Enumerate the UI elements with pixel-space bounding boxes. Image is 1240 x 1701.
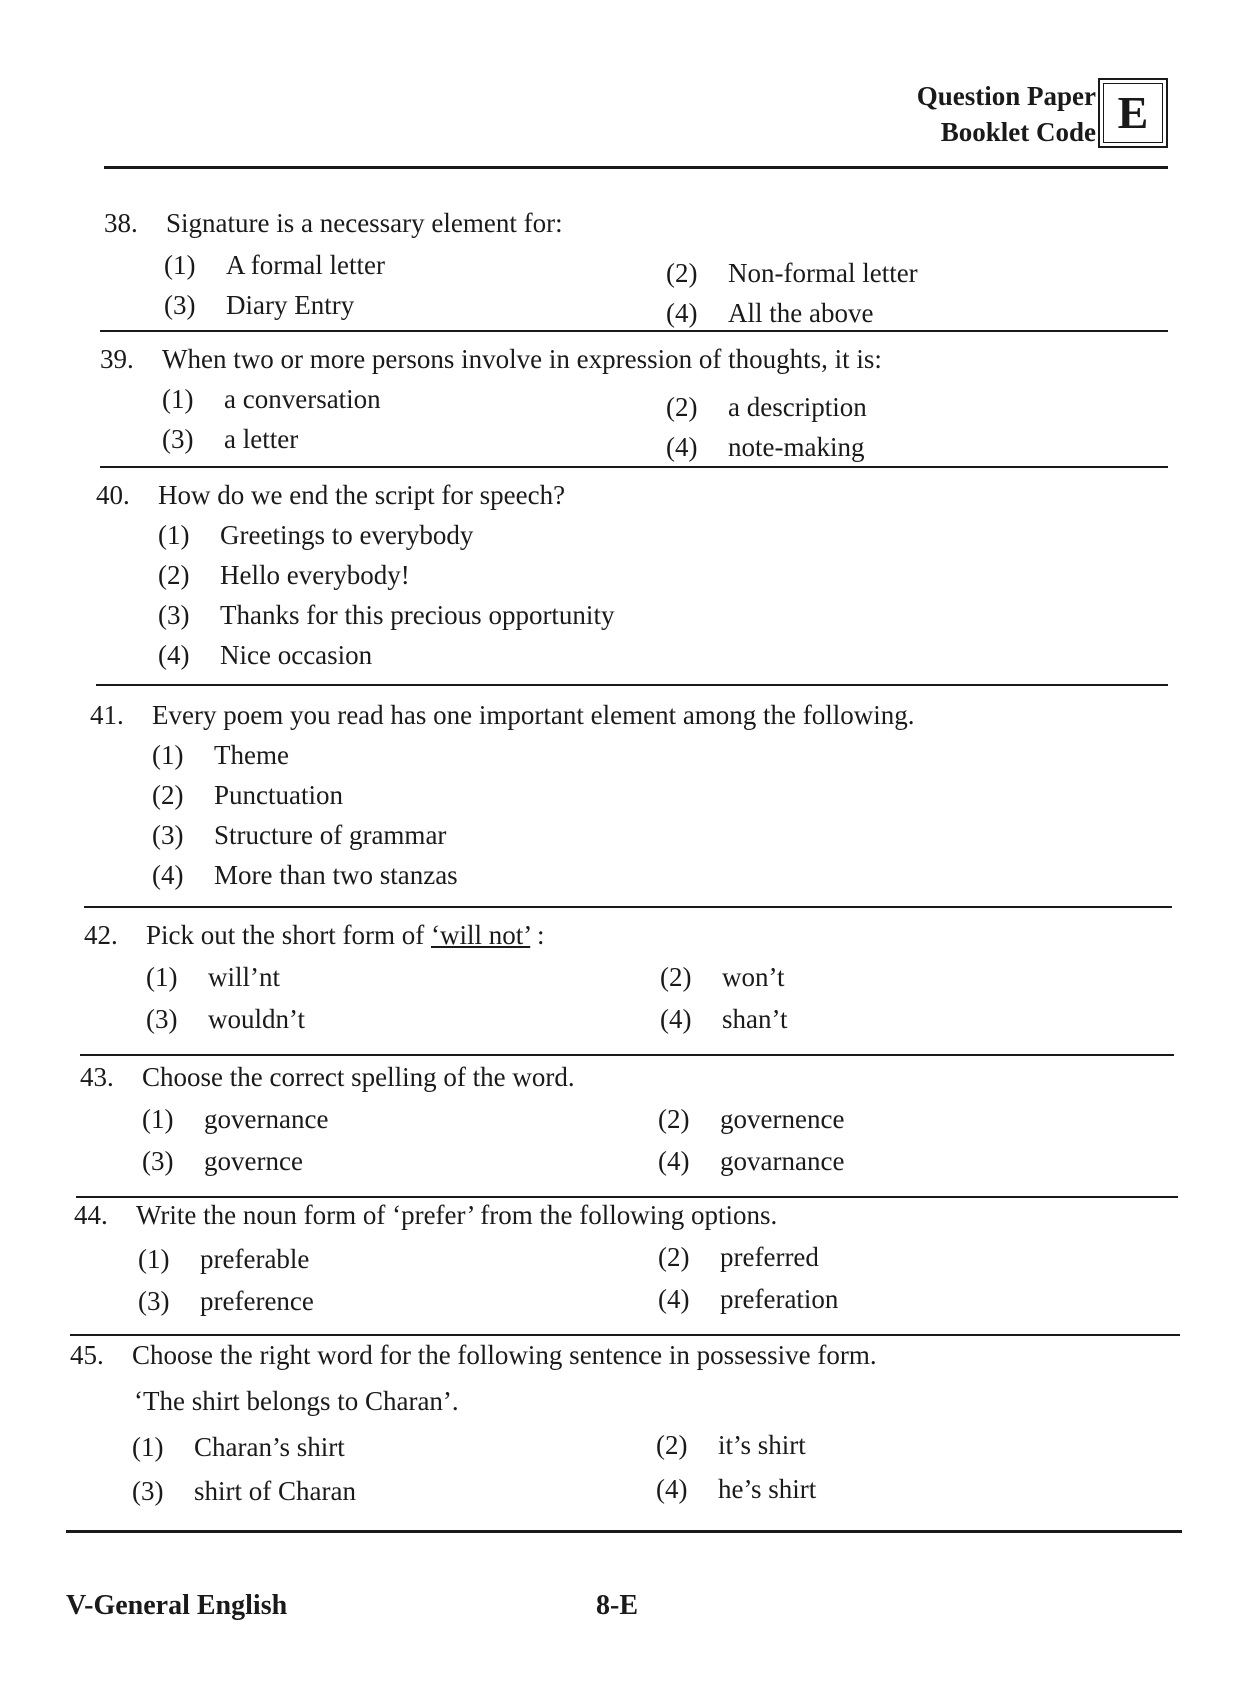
option-text: wouldn’t <box>208 1004 306 1034</box>
option-text: All the above <box>728 298 874 328</box>
question-text: Choose the right word for the following sentence in possessive form. <box>132 1340 877 1370</box>
option-number: (4) <box>152 860 184 890</box>
option-text: shan’t <box>722 1004 788 1034</box>
option-2 <box>666 254 918 292</box>
question-number: 38. <box>104 208 138 238</box>
question-45 <box>70 1336 1130 1516</box>
option-number: (1) <box>138 1244 170 1274</box>
option-1 <box>162 380 381 418</box>
question-text: Every poem you read has one important element among the following. <box>152 700 915 730</box>
option-3 <box>142 1142 303 1180</box>
option-number: (3) <box>138 1286 170 1316</box>
booklet-code-box: E <box>1098 78 1168 148</box>
option-number: (1) <box>132 1432 164 1462</box>
option-3 <box>152 816 446 854</box>
option-text: it’s shirt <box>718 1430 806 1460</box>
option-text: won’t <box>722 962 785 992</box>
option-number: (2) <box>158 560 190 590</box>
question-text: Write the noun form of ‘prefer’ from the following options. <box>136 1200 778 1230</box>
question-divider <box>96 684 1168 686</box>
option-number: (2) <box>658 1104 690 1134</box>
option-number: (3) <box>132 1476 164 1506</box>
question-number: 39. <box>100 344 134 374</box>
question-text: Choose the correct spelling of the word. <box>142 1062 575 1092</box>
option-text: More than two stanzas <box>214 860 458 890</box>
option-2 <box>660 958 785 996</box>
option-text: a description <box>728 392 867 422</box>
option-number: (3) <box>164 290 196 320</box>
option-text: Greetings to everybody <box>220 520 474 550</box>
option-text: Nice occasion <box>220 640 373 670</box>
option-number: (4) <box>660 1004 692 1034</box>
option-number: (4) <box>666 432 698 462</box>
option-text: preference <box>200 1286 314 1316</box>
question-text-underlined: ‘will not’ <box>430 920 531 950</box>
question-text <box>146 916 544 954</box>
question-text: How do we end the script for speech? <box>158 480 566 510</box>
question-divider <box>100 330 1168 332</box>
option-text: preferred <box>720 1242 819 1272</box>
option-number: (3) <box>158 600 190 630</box>
option-3 <box>132 1472 356 1510</box>
option-number: (2) <box>152 780 184 810</box>
option-number: (1) <box>162 384 194 414</box>
option-number: (1) <box>146 962 178 992</box>
option-4 <box>666 294 873 332</box>
option-number: (3) <box>146 1004 178 1034</box>
option-number: (2) <box>656 1430 688 1460</box>
option-text: governance <box>204 1104 329 1134</box>
question-subtext: ‘The shirt belongs to Charan’. <box>134 1386 459 1416</box>
option-text: A formal letter <box>226 250 385 280</box>
option-number: (3) <box>152 820 184 850</box>
option-number: (4) <box>158 640 190 670</box>
option-4 <box>158 636 372 674</box>
option-text: Punctuation <box>214 780 343 810</box>
option-text: a conversation <box>224 384 381 414</box>
option-2 <box>658 1238 819 1276</box>
question-38 <box>104 204 1164 334</box>
option-text: governence <box>720 1104 845 1134</box>
option-text: will’nt <box>208 962 280 992</box>
option-text: Diary Entry <box>226 290 355 320</box>
question-number: 42. <box>84 920 118 950</box>
option-3 <box>138 1282 314 1320</box>
option-text: Hello everybody! <box>220 560 410 590</box>
question-40 <box>96 476 1156 676</box>
option-3 <box>146 1000 305 1038</box>
option-text: Theme <box>214 740 289 770</box>
option-number: (1) <box>158 520 190 550</box>
option-number: (2) <box>660 962 692 992</box>
option-text: Non-formal letter <box>728 258 918 288</box>
option-text: shirt of Charan <box>194 1476 356 1506</box>
option-2 <box>152 776 343 814</box>
question-text-lead: Pick out the short form of <box>146 920 431 950</box>
option-number: (3) <box>162 424 194 454</box>
question-39 <box>100 340 1160 470</box>
question-text: When two or more persons involve in expression of thoughts, it is: <box>162 344 882 374</box>
option-1 <box>138 1240 309 1278</box>
option-number: (2) <box>666 258 698 288</box>
option-text: governce <box>204 1146 303 1176</box>
option-4 <box>658 1142 844 1180</box>
footer-subject: V-General English <box>66 1590 288 1621</box>
option-text: note-making <box>728 432 865 462</box>
option-text: Structure of grammar <box>214 820 447 850</box>
option-4 <box>660 1000 788 1038</box>
option-4 <box>656 1470 816 1508</box>
booklet-label-line2: Booklet Code <box>940 117 1096 147</box>
question-number: 44. <box>74 1200 108 1230</box>
option-text: preferation <box>720 1284 839 1314</box>
option-number: (4) <box>656 1474 688 1504</box>
header-rule <box>104 166 1168 169</box>
option-text: Charan’s shirt <box>194 1432 345 1462</box>
option-1 <box>142 1100 328 1138</box>
option-text: govarnance <box>720 1146 845 1176</box>
option-4 <box>658 1280 838 1318</box>
question-number: 45. <box>70 1340 104 1370</box>
option-1 <box>146 958 280 996</box>
option-text: a letter <box>224 424 299 454</box>
option-1 <box>152 736 289 774</box>
option-number: (1) <box>164 250 196 280</box>
question-number: 43. <box>80 1062 114 1092</box>
option-4 <box>666 428 864 466</box>
option-3 <box>162 420 298 458</box>
option-1 <box>164 246 385 284</box>
question-divider <box>80 1054 1174 1056</box>
option-number: (2) <box>658 1242 690 1272</box>
option-2 <box>656 1426 806 1464</box>
booklet-label-line1: Question Paper <box>916 81 1096 111</box>
option-number: (4) <box>658 1146 690 1176</box>
option-number: (1) <box>152 740 184 770</box>
option-3 <box>158 596 614 634</box>
booklet-code-label <box>896 78 1096 150</box>
page-end-rule <box>66 1530 1182 1533</box>
option-number: (2) <box>666 392 698 422</box>
option-2 <box>658 1100 844 1138</box>
question-41 <box>90 696 1150 896</box>
footer-page-number: 8-E <box>596 1590 638 1621</box>
option-2 <box>666 388 867 426</box>
option-text: Thanks for this precious opportunity <box>220 600 615 630</box>
option-2 <box>158 556 410 594</box>
option-number: (4) <box>658 1284 690 1314</box>
option-number: (4) <box>666 298 698 328</box>
question-text-tail: : <box>530 920 545 950</box>
question-43 <box>80 1058 1140 1188</box>
option-number: (1) <box>142 1104 174 1134</box>
option-3 <box>164 286 354 324</box>
question-number: 41. <box>90 700 124 730</box>
option-text: he’s shirt <box>718 1474 817 1504</box>
option-4 <box>152 856 458 894</box>
option-1 <box>132 1428 345 1466</box>
question-42 <box>84 916 1144 1046</box>
question-44 <box>74 1196 1134 1326</box>
question-divider <box>84 906 1172 908</box>
question-text: Signature is a necessary element for: <box>166 208 563 238</box>
question-divider <box>100 466 1168 468</box>
booklet-code-header <box>880 74 1170 154</box>
question-number: 40. <box>96 480 130 510</box>
option-1 <box>158 516 473 554</box>
option-number: (3) <box>142 1146 174 1176</box>
option-text: preferable <box>200 1244 310 1274</box>
